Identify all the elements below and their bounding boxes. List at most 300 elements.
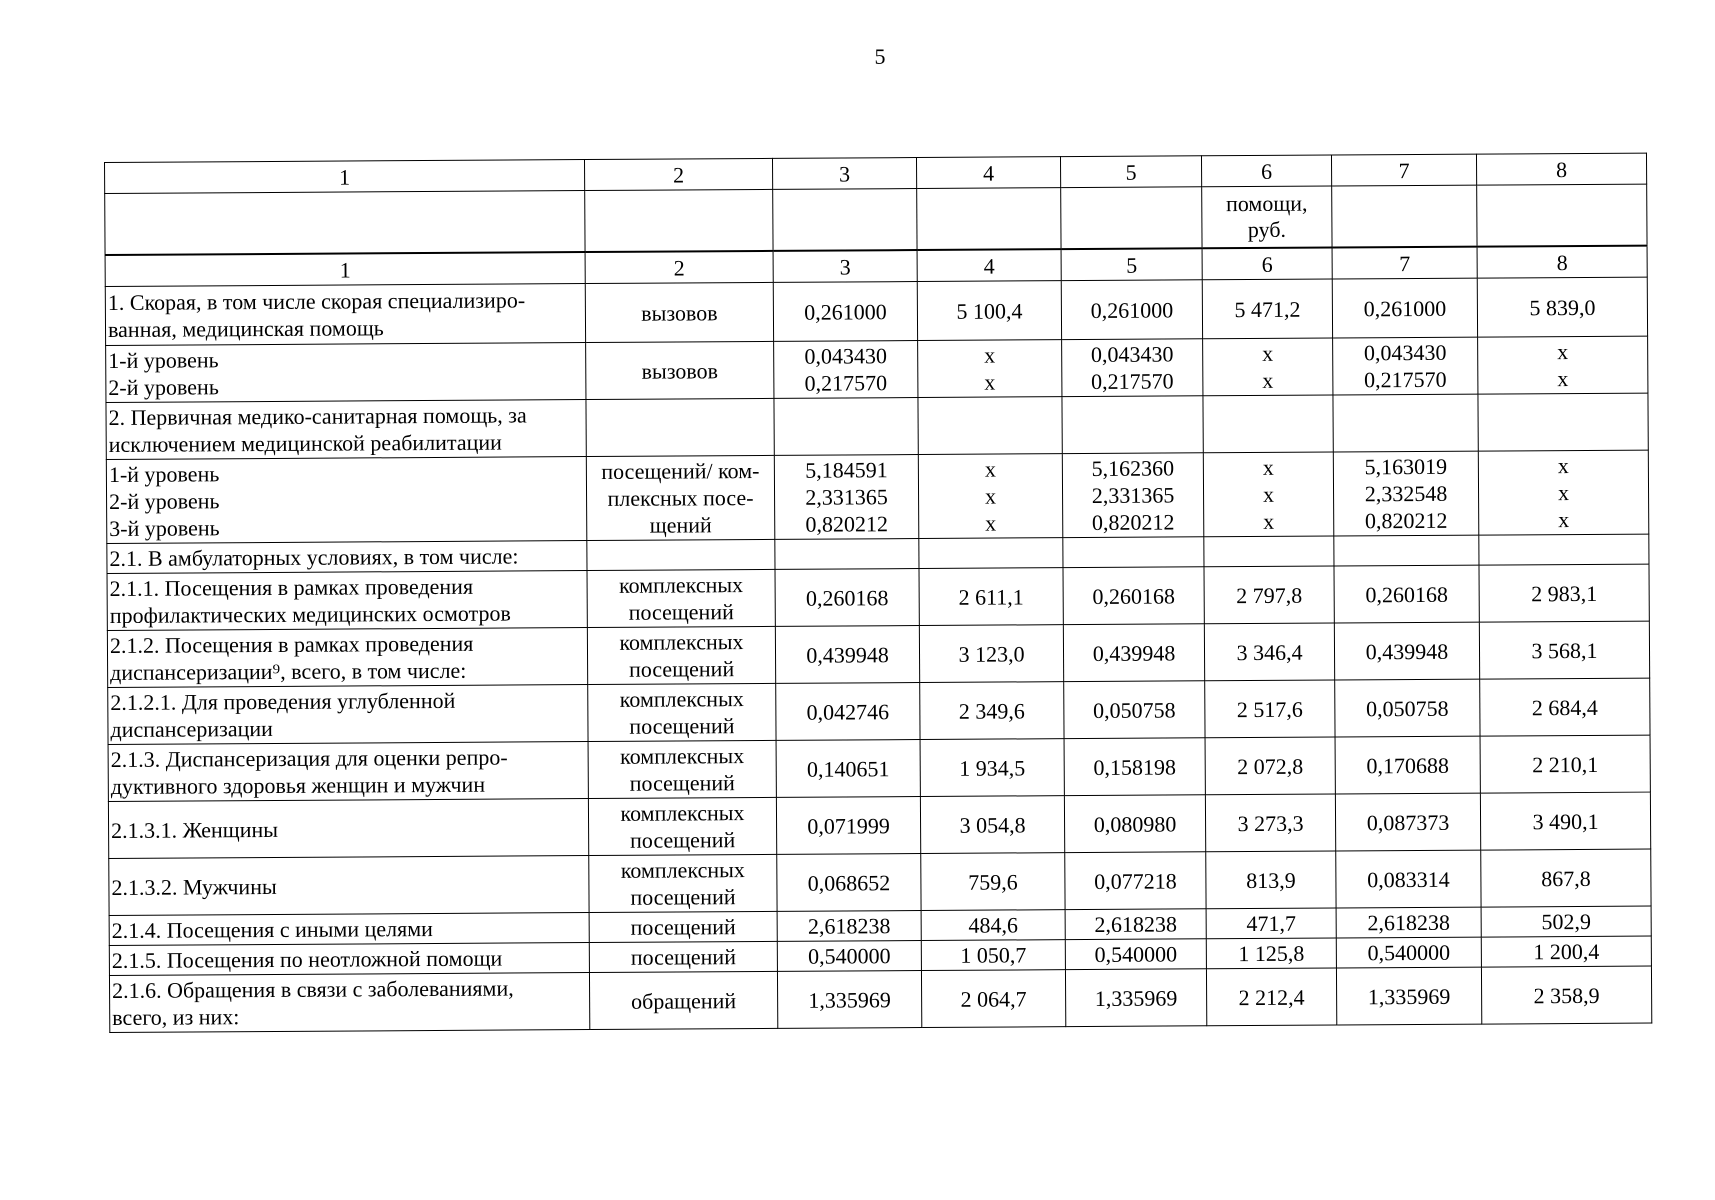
header-cell-empty — [585, 189, 773, 252]
cell-line: 3 490,1 — [1532, 808, 1599, 834]
value-cell-c3 — [774, 455, 919, 540]
cell-line: 0,217570 — [1091, 368, 1174, 394]
header-cell: 5 — [1061, 248, 1202, 280]
cell-line: x — [1558, 507, 1570, 533]
header-cell-empty — [1061, 187, 1202, 249]
cell-line: 0,540000 — [1094, 941, 1178, 967]
cell-line: 0,439948 — [806, 641, 889, 668]
value-cell-c5 — [1062, 396, 1203, 454]
cell-line: комплексных — [620, 857, 745, 883]
header-cell: 4 — [917, 249, 1061, 281]
header-cell: 7 — [1332, 247, 1477, 279]
cell-line: x — [984, 342, 996, 368]
cell-line: 2.1.2. Посещения в рамках проведения — [109, 630, 474, 658]
cell-line: 0,050758 — [1093, 696, 1176, 723]
cell-line: 2 684,4 — [1531, 694, 1598, 720]
value-cell-c7 — [1335, 736, 1480, 794]
cell-line: 484,6 — [968, 912, 1019, 938]
unit-cell — [589, 941, 777, 972]
row-name-cell — [107, 541, 587, 574]
cell-line: 2-й уровень — [108, 488, 220, 514]
cell-line: вызовов — [641, 299, 718, 326]
cell-line: 0,217570 — [804, 370, 888, 396]
cell-line: x — [1557, 453, 1569, 479]
cell-line: x — [1262, 454, 1274, 480]
cell-line: x — [984, 456, 996, 482]
cell-line: 2.1.3.2. Мужчины — [111, 873, 277, 900]
row-name-cell — [107, 571, 587, 631]
unit-cell — [589, 854, 777, 912]
value-cell-c4 — [918, 397, 1062, 455]
value-cell-c5 — [1065, 909, 1206, 940]
cell-line: 1 934,5 — [959, 754, 1026, 781]
value-cell-c3 — [777, 971, 921, 1029]
cell-line: 2,618238 — [1094, 911, 1178, 937]
cell-line: 2 072,8 — [1237, 753, 1304, 779]
value-cell-c7 — [1333, 337, 1478, 395]
value-cell-c5 — [1063, 567, 1204, 625]
cell-line: 0,077218 — [1094, 867, 1177, 894]
cell-line: x — [1262, 340, 1274, 366]
header-col6-line: помощи, — [1225, 190, 1308, 217]
value-cell-c3 — [777, 854, 921, 912]
cell-line — [1337, 423, 1475, 424]
cell-line: 0,261000 — [804, 298, 887, 325]
unit-cell — [588, 797, 776, 855]
cell-line: 0,439948 — [1092, 639, 1176, 666]
header-cell: 5 — [1060, 156, 1201, 188]
value-cell-c7 — [1336, 850, 1481, 908]
cell-line: 5,184591 — [805, 457, 888, 483]
unit-cell — [588, 683, 776, 741]
header-cell: 6 — [1202, 247, 1332, 279]
table-row — [106, 450, 1648, 543]
cell-line: 2.1.1. Посещения в рамках проведения — [109, 573, 474, 601]
value-cell-c5 — [1062, 339, 1203, 397]
value-cell-c4 — [919, 568, 1063, 626]
cell-line: 2. Первичная медико-санитарная помощь, за — [108, 402, 527, 430]
value-cell-c8 — [1481, 849, 1651, 907]
cell-line: 2 349,6 — [958, 697, 1025, 724]
cell-line: 0,261000 — [1363, 295, 1447, 321]
cell-line: 2,332548 — [1364, 480, 1448, 507]
value-cell-c4 — [920, 682, 1064, 740]
unit-cell — [586, 455, 775, 540]
cell-line: 3 346,4 — [1236, 639, 1303, 665]
cell-line: 0,042746 — [806, 698, 890, 725]
unit-cell — [589, 911, 777, 942]
value-cell-c5 — [1065, 969, 1206, 1027]
cell-line: посещений — [629, 827, 736, 853]
cell-line: 2.1. В амбулаторных условиях, в том числе: — [109, 543, 519, 571]
cell-line: 1. Скорая, в том числе скорая специализиро- — [107, 287, 526, 315]
cell-line: 2 797,8 — [1236, 582, 1303, 608]
cell-line: 2.1.4. Посещения с иными целями — [111, 916, 433, 943]
cell-line — [1207, 424, 1330, 425]
cell-line: x — [984, 369, 996, 395]
table-row — [108, 735, 1650, 801]
cell-line: 2 517,6 — [1236, 696, 1303, 722]
cell-line: 5,162360 — [1091, 455, 1175, 481]
value-cell-c7 — [1335, 793, 1480, 851]
value-cell-c3 — [777, 911, 921, 942]
cell-line: 759,6 — [968, 868, 1018, 895]
table-row — [105, 277, 1647, 345]
cell-line: x — [1262, 481, 1275, 507]
page-number: 5 — [874, 44, 886, 69]
cell-line: 0,820212 — [1091, 509, 1175, 535]
value-cell-c7 — [1336, 937, 1481, 968]
value-cell-c7 — [1334, 535, 1479, 566]
value-cell-c3 — [776, 797, 920, 855]
cell-line: 2 064,7 — [960, 985, 1027, 1012]
cell-line: 0,260168 — [1365, 581, 1448, 607]
unit-cell — [587, 626, 775, 684]
cell-line — [590, 554, 771, 555]
value-cell-c8 — [1479, 621, 1649, 679]
cell-line: 2 611,1 — [958, 583, 1024, 610]
header-cell: 1 — [105, 160, 585, 194]
value-cell-c6 — [1206, 938, 1336, 969]
cell-line: исключением медицинской реабилитации — [108, 429, 502, 457]
row-name-cell — [109, 913, 589, 946]
value-cell-c8 — [1481, 936, 1651, 967]
value-cell-c4 — [920, 796, 1064, 854]
table-row — [108, 792, 1650, 858]
value-cell-c6 — [1206, 908, 1336, 939]
value-cell-c3 — [776, 683, 920, 741]
header-cell: 1 — [105, 252, 585, 286]
value-cell-c6 — [1205, 737, 1335, 795]
cell-line: 0,083314 — [1367, 866, 1450, 892]
value-cell-c4 — [921, 910, 1065, 941]
value-cell-c4 — [921, 970, 1065, 1028]
header-col6-line: руб. — [1247, 216, 1287, 243]
value-cell-c8 — [1480, 792, 1650, 850]
cell-line: 1,335969 — [808, 986, 891, 1013]
cell-line: 502,9 — [1541, 908, 1591, 935]
row-name-cell — [106, 343, 586, 403]
value-cell-c3 — [774, 341, 918, 399]
value-cell-c8 — [1480, 678, 1650, 736]
value-cell-c5 — [1064, 795, 1205, 853]
cell-line: 3 568,1 — [1531, 637, 1598, 663]
value-cell-c8 — [1478, 393, 1648, 451]
row-name-cell — [107, 628, 587, 688]
cell-line: 0,540000 — [1367, 939, 1451, 966]
header-cell: 3 — [773, 250, 917, 282]
cell-line: 1 050,7 — [960, 942, 1027, 968]
header-cell-col6 — [1202, 186, 1332, 248]
cell-line: 0,080980 — [1093, 810, 1177, 837]
header-cell: 2 — [584, 158, 772, 190]
value-cell-c3 — [775, 626, 919, 684]
value-cell-c6 — [1205, 680, 1335, 738]
table-row — [107, 564, 1649, 630]
row-name-cell — [109, 973, 589, 1033]
value-cell-c5 — [1063, 537, 1204, 568]
cell-line — [1066, 552, 1200, 553]
value-cell-c6 — [1205, 794, 1335, 852]
row-name-cell — [106, 400, 586, 460]
value-cell-c7 — [1333, 394, 1478, 452]
value-cell-c6 — [1202, 279, 1332, 339]
value-cell-c5 — [1064, 681, 1205, 739]
row-name-cell — [108, 799, 588, 859]
header-cell-empty — [1332, 185, 1477, 247]
cell-line: 5 100,4 — [956, 297, 1023, 324]
cell-line: щений — [649, 512, 712, 538]
value-cell-c6 — [1203, 395, 1333, 453]
cell-line: 2,618238 — [807, 913, 891, 939]
cell-line: обращений — [631, 987, 737, 1014]
unit-cell — [586, 398, 774, 456]
table-row — [107, 621, 1649, 687]
cell-line: 0,820212 — [805, 511, 889, 537]
cell-line: 2 983,1 — [1531, 580, 1598, 606]
cell-line: 1-й уровень — [108, 347, 219, 373]
value-cell-c8 — [1478, 450, 1649, 535]
cell-line: посещений — [630, 914, 736, 940]
cell-line: 2 358,9 — [1533, 982, 1600, 1008]
value-cell-c7 — [1334, 622, 1479, 680]
cell-line: 3 123,0 — [958, 640, 1025, 667]
cell-line: диспансеризации⁹, всего, в том числе: — [110, 657, 467, 685]
cell-line: x — [984, 483, 997, 509]
value-cell-c5 — [1064, 738, 1205, 796]
cell-line: 5,163019 — [1364, 453, 1448, 480]
row-name-cell — [109, 943, 589, 976]
unit-cell — [585, 282, 773, 342]
unit-cell — [587, 569, 775, 627]
cell-line: 1 125,8 — [1238, 940, 1305, 967]
cell-line: x — [1557, 339, 1569, 365]
table-row — [109, 966, 1651, 1032]
value-cell-c5 — [1065, 852, 1206, 910]
value-cell-c5 — [1065, 939, 1206, 970]
cell-line: x — [985, 510, 997, 536]
row-name-cell — [108, 685, 588, 745]
table-row — [106, 336, 1648, 402]
cell-line: 0,050758 — [1366, 695, 1449, 721]
cell-line: плексных посе- — [607, 485, 754, 511]
cell-line: 0,043430 — [1090, 341, 1174, 367]
value-cell-c8 — [1481, 906, 1651, 937]
header-cell: 2 — [585, 251, 773, 284]
cell-line: 2,331365 — [805, 484, 888, 510]
cell-line — [778, 554, 915, 555]
cell-line: 0,439948 — [1365, 638, 1449, 664]
cell-line: 2.1.5. Посещения по неотложной помощи — [111, 945, 503, 973]
cell-line: 2.1.6. Обращения в связи с заболеваниями, — [111, 975, 514, 1003]
value-cell-c4 — [919, 625, 1063, 683]
value-cell-c8 — [1479, 564, 1649, 622]
value-cell-c6 — [1203, 338, 1333, 396]
row-name-cell — [106, 457, 587, 544]
unit-cell — [589, 971, 777, 1029]
cell-line: диспансеризации — [110, 715, 273, 742]
cell-line: 0,170688 — [1366, 752, 1450, 778]
cell-line: 0,071999 — [807, 812, 890, 839]
cell-line — [1207, 551, 1330, 552]
cell-line — [590, 427, 771, 428]
cell-line: 0,158198 — [1093, 753, 1177, 780]
cell-line: 0,043430 — [1363, 339, 1447, 366]
unit-cell — [587, 539, 775, 570]
unit-cell — [588, 740, 776, 798]
cell-line: 813,9 — [1246, 867, 1296, 893]
cell-line — [922, 425, 1059, 426]
cell-line: посещений/ ком- — [601, 458, 760, 484]
cell-line: 2 212,4 — [1238, 984, 1305, 1010]
value-cell-c8 — [1477, 277, 1647, 337]
document-sheet — [104, 153, 1651, 1033]
table-row — [108, 678, 1650, 744]
value-cell-c5 — [1063, 624, 1204, 682]
unit-cell — [586, 341, 774, 399]
cell-line: 1-й уровень — [108, 461, 220, 487]
value-cell-c8 — [1481, 966, 1651, 1024]
value-cell-c3 — [775, 569, 919, 627]
row-name-cell — [108, 742, 588, 802]
cell-line: 2,618238 — [1367, 909, 1450, 936]
table-row — [106, 393, 1648, 459]
value-cell-c7 — [1335, 679, 1480, 737]
cell-line: 0,261000 — [1090, 296, 1174, 323]
header-cell-empty — [105, 191, 585, 255]
cell-line: 2.1.3. Диспансеризация для оценки репро- — [110, 744, 508, 772]
value-cell-c4 — [921, 853, 1065, 911]
value-cell-c5 — [1061, 280, 1202, 340]
value-cell-c7 — [1336, 967, 1481, 1025]
value-cell-c3 — [777, 941, 921, 972]
cell-line — [1337, 550, 1475, 551]
cell-line: 3 273,3 — [1237, 810, 1304, 836]
cell-line: посещений — [630, 944, 737, 970]
value-cell-c4 — [920, 739, 1064, 797]
row-name-cell — [109, 856, 589, 916]
cell-line: x — [1557, 366, 1569, 392]
cell-line: 3 054,8 — [959, 811, 1026, 838]
cell-line: 1 200,4 — [1533, 938, 1600, 965]
header-cell: 8 — [1476, 153, 1646, 185]
cell-line: профилактических медицинских осмотров — [109, 600, 511, 628]
table-body — [105, 277, 1652, 1032]
value-cell-c3 — [774, 398, 918, 456]
cell-line — [922, 553, 1059, 554]
value-cell-c7 — [1332, 278, 1477, 338]
cell-line: x — [1263, 508, 1275, 534]
cell-line: дуктивного здоровья женщин и мужчин — [110, 771, 486, 799]
cell-line: комплексных — [619, 629, 744, 655]
cell-line: 0,540000 — [808, 943, 891, 969]
cell-line: 2.1.2.1. Для проведения углубленной — [110, 687, 456, 715]
cell-line: 1,335969 — [1367, 983, 1451, 1009]
header-continuation-row — [105, 184, 1647, 255]
cell-line: 5 471,2 — [1234, 296, 1301, 322]
value-cell-c8 — [1479, 534, 1649, 565]
cell-line: x — [1557, 480, 1570, 506]
table-row — [109, 849, 1651, 915]
cell-line: 0,260168 — [805, 584, 889, 611]
cell-line: всего, из них: — [112, 1004, 240, 1030]
cell-line: 867,8 — [1541, 865, 1591, 891]
cell-line: посещений — [630, 884, 736, 910]
value-cell-c4 — [917, 281, 1061, 341]
cell-line: комплексных — [619, 686, 744, 712]
header-cell-empty — [917, 188, 1061, 250]
cell-line: посещений — [629, 770, 735, 796]
cell-line — [778, 426, 915, 427]
value-cell-c6 — [1204, 536, 1334, 567]
cell-line: 0,820212 — [1364, 507, 1448, 534]
cell-line: 471,7 — [1246, 910, 1296, 937]
cell-line: 0,260168 — [1092, 582, 1175, 609]
row-name-cell — [105, 284, 585, 346]
header-cell: 3 — [772, 158, 916, 190]
header-cell: 4 — [916, 157, 1060, 189]
cell-line: 2.1.3.1. Женщины — [111, 816, 279, 843]
cell-line: посещений — [628, 599, 734, 625]
value-cell-c7 — [1336, 907, 1481, 938]
value-cell-c6 — [1203, 452, 1334, 537]
value-cell-c7 — [1334, 565, 1479, 623]
cell-line: комплексных — [620, 800, 745, 826]
tariff-table — [104, 153, 1652, 1033]
cell-line: 0,140651 — [806, 755, 890, 782]
header-cell: 6 — [1201, 155, 1331, 187]
cell-line — [1482, 422, 1645, 423]
cell-line: посещений — [628, 656, 735, 682]
header-cell: 8 — [1477, 246, 1647, 279]
cell-line: 5 839,0 — [1529, 294, 1596, 320]
cell-line — [1482, 549, 1645, 550]
cell-line: ванная, медицинская помощь — [107, 315, 384, 342]
cell-line: посещений — [629, 713, 735, 739]
cell-line: вызовов — [641, 357, 719, 384]
value-cell-c3 — [773, 282, 917, 342]
value-cell-c8 — [1478, 336, 1648, 394]
value-cell-c7 — [1333, 451, 1479, 536]
cell-line: 2,331365 — [1091, 482, 1175, 508]
value-cell-c3 — [776, 740, 920, 798]
value-cell-c8 — [1480, 735, 1650, 793]
value-cell-c6 — [1206, 968, 1336, 1026]
value-cell-c4 — [919, 538, 1063, 569]
header-cell-empty — [773, 189, 917, 251]
cell-line: 3-й уровень — [109, 515, 220, 541]
value-cell-c4 — [921, 940, 1065, 971]
cell-line — [1066, 424, 1200, 425]
value-cell-c4 — [918, 340, 1062, 398]
cell-line: 1,335969 — [1094, 984, 1178, 1011]
cell-line: 0,087373 — [1366, 809, 1450, 835]
value-cell-c4 — [918, 454, 1063, 539]
cell-line: 0,043430 — [804, 343, 888, 369]
cell-line: 0,217570 — [1364, 366, 1447, 393]
cell-line: комплексных — [620, 743, 745, 769]
header-cell-empty — [1477, 184, 1647, 247]
cell-line: x — [1262, 367, 1274, 393]
value-cell-c3 — [775, 539, 919, 570]
cell-line: 2-й уровень — [108, 374, 219, 400]
value-cell-c6 — [1204, 566, 1334, 624]
value-cell-c6 — [1206, 851, 1336, 909]
cell-line: 2 210,1 — [1532, 751, 1599, 777]
value-cell-c6 — [1204, 623, 1334, 681]
value-cell-c5 — [1062, 453, 1204, 538]
cell-line: 0,068652 — [807, 869, 891, 896]
